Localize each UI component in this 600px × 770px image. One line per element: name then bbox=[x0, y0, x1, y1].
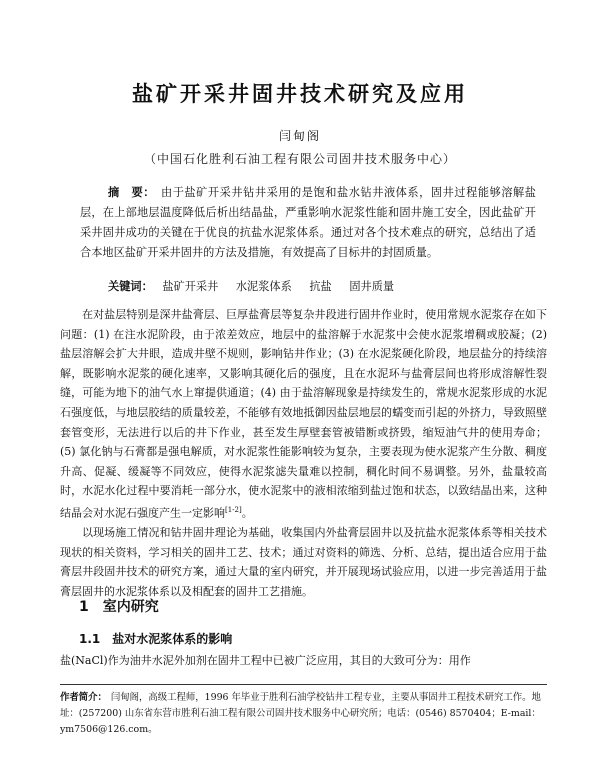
paragraph-text: 在对盐层特别是深井盐膏层、巨厚盐膏层等复杂井段进行固井作业时，使用常规水泥浆存在如下问题：(1) 在注水泥阶段，由于浓差效应，地层中的盐溶解于水泥浆中会使水泥浆增稠或胶凝；(2) 盐层溶解会扩大井眼，造成井壁不规则，影响钻井作业；(3) 在水泥浆硬化阶段，地层盐分的持续溶解，既影响水泥浆的硬化速率，又影响其硬化后的强度，且在水泥环与盐膏层间也将形成溶解性裂缝，可能为地下的油气水上窜提供通道；(4) 由于盐溶解现象是持续发生的，常规水泥浆形成的水泥石强度低，与地层胶结的质量较差，不能够有效地抵御因盐层地层的蠕变而引起的外挤力，导致照壁套管变形，无法进行以后的井下作业，甚至发生厚壁套管被错断或挤毁，缩短油气井的使用寿命；(5) 氯化钠与石膏都是强电解质，对水泥浆性能影响较为复杂，主要表现为使水泥浆产生分散、稠度升高、促凝、缓凝等不同效应，使得水泥浆滤失量难以控制，稠化时间不易调整。另外，盐量较高时，水泥水化过程中要消耗一部分水，使水泥浆中的液相浓缩到盐过饱和状态，以致结晶出来，这种结晶会对水泥石强度产生一定影响 bbox=[60, 308, 547, 520]
subsection-title: 盐对水泥浆体系的影响 bbox=[112, 632, 233, 646]
abstract bbox=[80, 183, 536, 263]
footnote-text: 闫甸阁，高级工程师，1996 年毕业于胜利石油学校钻井工程专业，主要从事固井工程技术研究工作。地址：(257200) 山东省东营市胜利石油工程有限公司固井技术服务中心研究所；电话：(0546) 8570404；E-mail：ym7506@126.com。 bbox=[60, 692, 541, 735]
citation: [1-2] bbox=[225, 505, 242, 514]
footnote bbox=[60, 690, 547, 738]
section-title: 室内研究 bbox=[102, 599, 159, 615]
paragraph-start: 盐(NaCl)作为油井水泥外加剂在固井工程中已被广泛应用，其目的大致可分为：用作 bbox=[60, 654, 471, 667]
paper-title: 盐矿开采井固井技术研究及应用 bbox=[132, 82, 468, 106]
keyword-item: 水泥浆体系 bbox=[235, 280, 292, 293]
footnote-label: 作者简介： bbox=[60, 692, 107, 703]
keyword-item: 固井质量 bbox=[349, 280, 395, 293]
subsection-heading bbox=[79, 630, 232, 647]
author-affiliation: （中国石化胜利石油工程有限公司固井技术服务中心） bbox=[143, 152, 456, 166]
abstract-label: 摘 要： bbox=[108, 186, 155, 199]
paragraph: 以现场施工情况和钻井固井理论为基础，收集国内外盐膏层固井以及抗盐水泥浆体系等相关技术现状的相关资料，学习相关的固井工艺、技术；通过对资料的筛选、分析、总结，提出适合应用于盐膏层井段固井技术的研究方案，通过大量的室内研究，并开展现场试验应用，以进一步完善适用于盐膏层固井的水泥浆体系以及相配套的固井工艺措施。 bbox=[60, 526, 547, 598]
keywords-label: 关键词： bbox=[108, 280, 153, 293]
subsection-number: 1.1 bbox=[79, 632, 101, 646]
keyword-item: 抗盐 bbox=[309, 280, 332, 293]
section-heading bbox=[79, 596, 159, 616]
keywords bbox=[108, 278, 408, 294]
paragraph-tail: 。 bbox=[241, 506, 253, 520]
paragraph bbox=[60, 305, 547, 523]
body-text bbox=[60, 305, 547, 602]
section-number: 1 bbox=[79, 599, 89, 615]
abstract-text: 由于盐矿开采井钻井采用的是饱和盐水钻井液体系，固井过程能够溶解盐层，在上部地层温度降低后析出结晶盐，严重影响水泥浆性能和固井施工安全，因此盐矿开采井固井成功的关键在于优良的抗盐水泥浆体系。通过对各个技术难点的研究，总结出了适合本地区盐矿开采井固井的方法及措施，有效提高了目标井的封固质量。 bbox=[80, 186, 536, 259]
footnote-divider bbox=[60, 684, 547, 685]
keyword-item: 盐矿开采井 bbox=[162, 280, 219, 293]
author-name: 闫甸阁 bbox=[278, 129, 321, 143]
